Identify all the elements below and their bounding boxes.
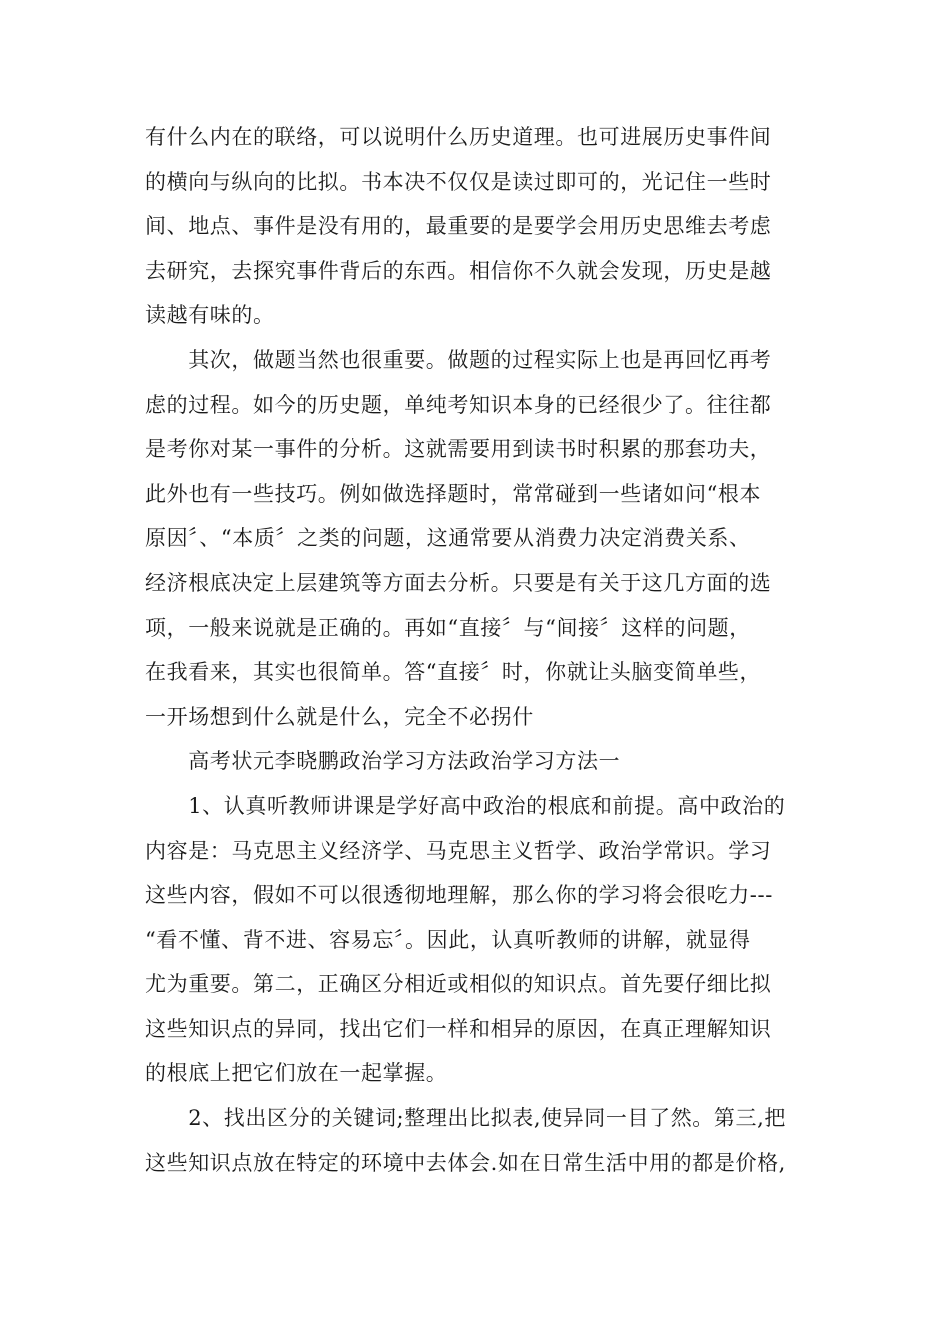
text-line: 在我看来，其实也很简单。答“直接〞时，你就让头脑变简单些，	[145, 660, 762, 685]
text-line: 1、认真听教师讲课是学好高中政治的根底和前提。高中政治的	[145, 793, 786, 818]
text-line: “看不懂、背不进、容易忘〞。因此，认真听教师的讲解，就显得	[145, 927, 751, 952]
text-line: 的根底上把它们放在一起掌握。	[145, 1061, 448, 1086]
paragraph-1	[145, 115, 809, 338]
text-line: 内容是：马克思主义经济学、马克思主义哲学、政治学常识。学习	[145, 838, 772, 863]
text-line: 这些知识点放在特定的环境中去体会.如在日常生活中用的都是价格,	[145, 1150, 786, 1175]
text-line: 原因〞、“本质〞之类的问题，这通常要从消费力决定消费关系、	[145, 526, 751, 551]
text-line: 项，一般来说就是正确的。再如“直接〞与“间接〞这样的问题，	[145, 615, 751, 640]
text-line: 虑的过程。如今的历史题，单纯考知识本身的已经很少了。往往都	[145, 392, 772, 417]
text-line: 经济根底决定上层建筑等方面去分析。只要是有关于这几方面的选	[145, 570, 772, 595]
text-line: 间、地点、事件是没有用的，最重要的是要学会用历史思维去考虑	[145, 214, 772, 239]
text-line: 2、找出区分的关键词;整理出比拟表,使异同一目了然。第三,把	[145, 1106, 786, 1131]
text-line: 这些内容，假如不可以很透彻地理解，那么你的学习将会很吃力---	[145, 883, 773, 908]
text-line: 其次，做题当然也很重要。做题的过程实际上也是再回忆再考	[145, 347, 772, 372]
paragraph-4	[145, 1096, 809, 1185]
paragraph-3	[145, 784, 809, 1096]
text-line: 有什么内在的联络，可以说明什么历史道理。也可进展历史事件间	[145, 125, 772, 149]
text-line: 是考你对某一事件的分析。这就需要用到读书时积累的那套功夫，	[145, 437, 772, 462]
text-line: 的横向与纵向的比拟。书本决不仅仅是读过即可的，光记住一些时	[145, 169, 772, 194]
section-heading: 高考状元李晓鹏政治学习方法政治学习方法一	[145, 749, 621, 774]
text-line: 读越有味的。	[145, 303, 275, 328]
paragraph-2	[145, 338, 809, 739]
text-line: 这些知识点的异同，找出它们一样和相异的原因，在真正理解知识	[145, 1016, 772, 1041]
text-line: 一开场想到什么就是什么，完全不必拐什	[145, 704, 534, 729]
text-line: 去研究，去探究事件背后的东西。相信你不久就会发现，历史是越	[145, 258, 772, 283]
text-line: 尤为重要。第二，正确区分相近或相似的知识点。首先要仔细比拟	[145, 972, 772, 997]
document-body	[145, 115, 809, 1185]
text-line: 此外也有一些技巧。例如做选择题时，常常碰到一些诸如问“根本	[145, 481, 762, 506]
